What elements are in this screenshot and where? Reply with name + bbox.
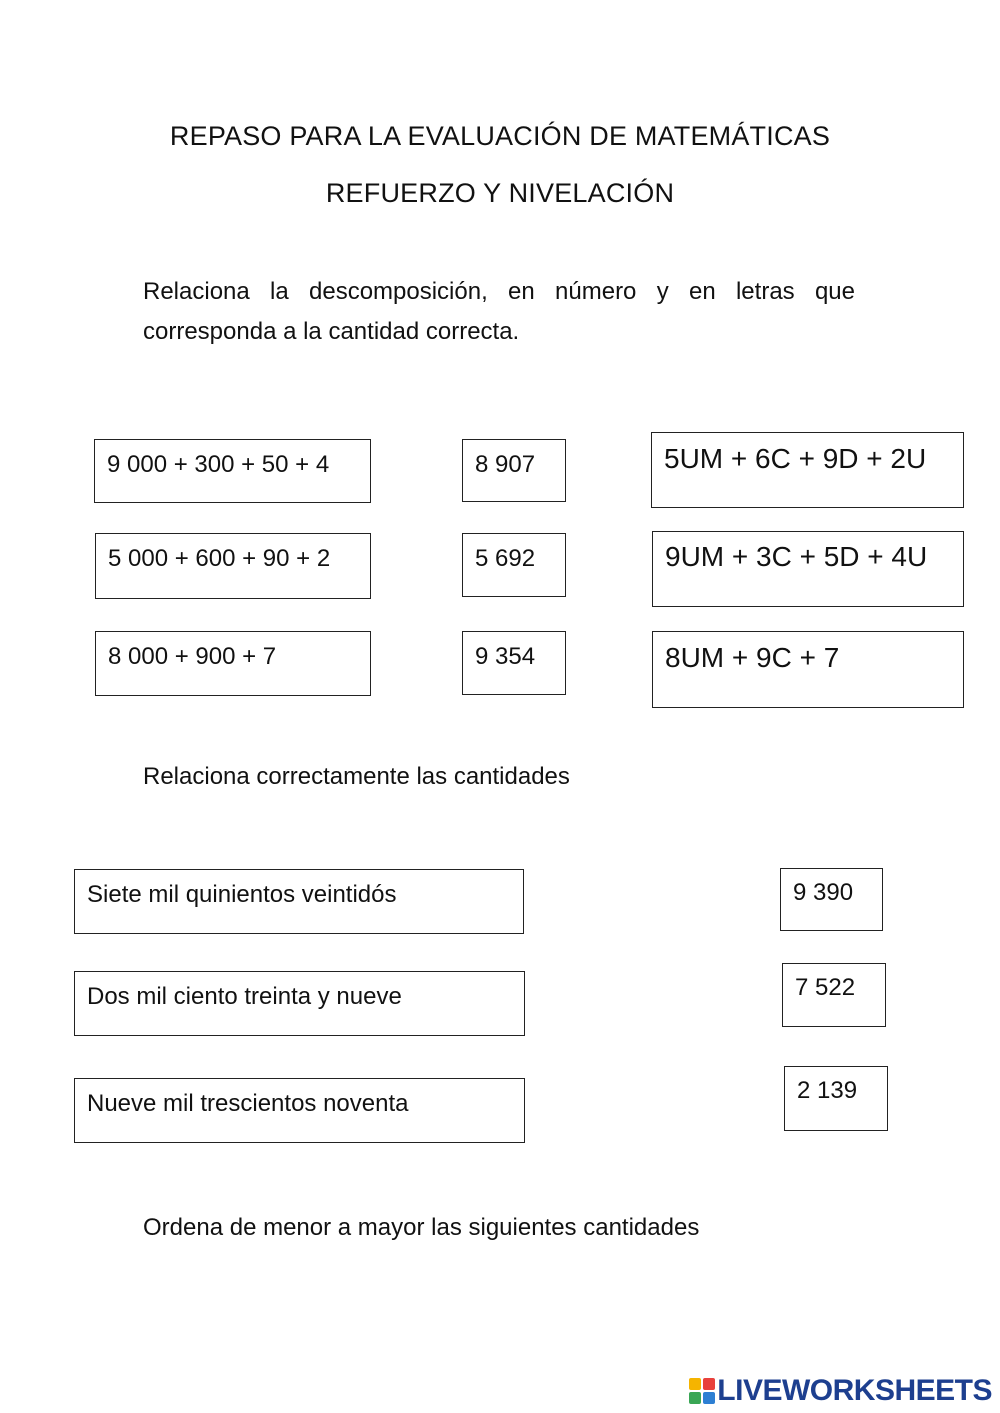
page-subtitle: REFUERZO Y NIVELACIÓN: [325, 178, 675, 208]
number-text: 5 692: [475, 545, 536, 572]
decomposition-text: 9 000 + 300 + 50 + 4: [107, 451, 330, 478]
instruction-3: Ordena de menor a mayor las siguientes cantidades: [143, 1214, 700, 1241]
instruction-2: Relaciona correctamente las cantidades: [143, 763, 570, 790]
quantity-box-1[interactable]: [780, 868, 883, 931]
word-text: Siete mil quinientos veintidós: [87, 881, 397, 908]
decomposition-box-3[interactable]: [95, 631, 371, 696]
units-box-2[interactable]: [652, 531, 964, 607]
units-text: 9UM + 3C + 5D + 4U: [665, 541, 928, 572]
decomposition-text: 5 000 + 600 + 90 + 2: [108, 545, 331, 572]
quantity-text: 7 522: [795, 974, 856, 1001]
word-box-1[interactable]: [74, 869, 524, 934]
page-title: REPASO PARA LA EVALUACIÓN DE MATEMÁTICAS: [169, 121, 831, 151]
decomposition-text: 8 000 + 900 + 7: [108, 643, 277, 670]
quantity-box-2[interactable]: [782, 963, 886, 1027]
instruction-1: Relaciona la descomposición, en número y en letras que corresponda a la cantidad correcta.: [143, 278, 855, 345]
quantity-text: 9 390: [793, 879, 854, 906]
word-box-2[interactable]: [74, 971, 525, 1036]
decomposition-box-2[interactable]: [95, 533, 371, 599]
units-text: 8UM + 9C + 7: [665, 642, 840, 673]
number-box-1[interactable]: [462, 439, 566, 502]
number-box-3[interactable]: [462, 631, 566, 695]
number-text: 8 907: [475, 451, 536, 478]
word-box-3[interactable]: [74, 1078, 525, 1143]
word-text: Nueve mil trescientos noventa: [87, 1090, 409, 1117]
units-box-3[interactable]: [652, 631, 964, 708]
quantity-text: 2 139: [797, 1077, 858, 1104]
quantity-box-3[interactable]: [784, 1066, 888, 1131]
logo-text: LIVEWORKSHEETS: [717, 1374, 992, 1407]
liveworksheets-logo[interactable]: [689, 1375, 992, 1407]
units-box-1[interactable]: [651, 432, 964, 508]
liveworksheets-logo-icon: [689, 1378, 715, 1404]
number-text: 9 354: [475, 643, 536, 670]
decomposition-box-1[interactable]: [94, 439, 371, 503]
word-text: Dos mil ciento treinta y nueve: [87, 983, 402, 1010]
number-box-2[interactable]: [462, 533, 566, 597]
units-text: 5UM + 6C + 9D + 2U: [664, 443, 927, 474]
